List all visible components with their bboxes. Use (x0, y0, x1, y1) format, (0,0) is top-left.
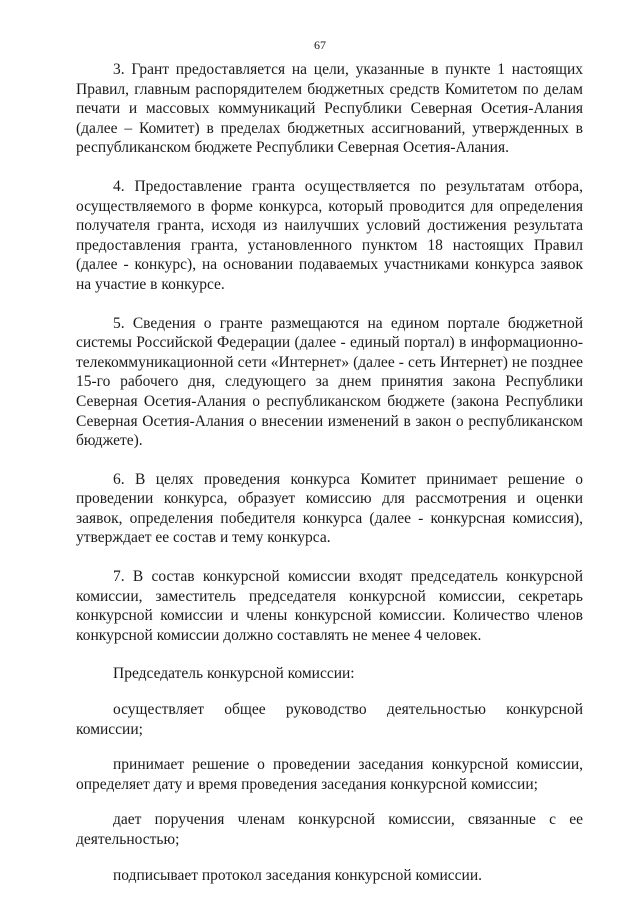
paragraph-chairman-duty-2: принимает решение о проведении заседания конкурсной комиссии, определяет дату и время проведения заседания конкурсной комиссии; (76, 756, 583, 793)
paragraph-5-grant-publication: 5. Сведения о гранте размещаются на едином портале бюджетной системы Российской Федерации (далее - единый портал) в информационно-телекоммуникационной сети «Интернет» (далее - сеть Интернет) не позднее 15-го рабочего дня, следующего за днем принятия закона Республики Северная Осетия-Алания о республиканском бюджете (закона Республики Северная Осетия-Алания о внесении изменений в закон о республиканском бюджете). (76, 314, 583, 450)
paragraph-chairman-duty-1: осуществляет общее руководство деятельностью конкурсной комиссии; (76, 701, 583, 738)
paragraph-chairman-duty-3: дает поручения членам конкурсной комиссии, связанные с ее деятельностью; (76, 811, 583, 848)
paragraph-chairman-heading: Председатель конкурсной комиссии: (113, 665, 355, 683)
paragraph-3-grant-purpose: 3. Грант предоставляется на цели, указанные в пункте 1 настоящих Правил, главным распорядителем бюджетных средств Комитетом по делам печати и массовых коммуникаций Республики Северная Осетия-Алания (далее – Комитет) в пределах бюджетных ассигнований, утвержденных в республиканском бюджете Республики Северная Осетия-Алания. (76, 61, 583, 157)
paragraph-4-grant-selection: 4. Предоставление гранта осуществляется по результатам отбора, осуществляемого в форме конкурса, который проводится для определения получателя гранта, исходя из наилучших условий достижения результата предоставления гранта, установленного пунктом 18 настоящих Правил (далее - конкурс), на основании подаваемых участниками конкурса заявок на участие в конкурсе. (76, 177, 583, 293)
paragraph-6-competition-commission: 6. В целях проведения конкурса Комитет принимает решение о проведении конкурса, образует комиссию для рассмотрения и оценки заявок, определения победителя конкурса (далее - конкурсная комиссия), утверждает ее состав и тему конкурса. (76, 470, 583, 547)
paragraph-7-commission-composition: 7. В состав конкурсной комиссии входят председатель конкурсной комиссии, заместитель председателя конкурсной комиссии, секретарь конкурсной комиссии и члены конкурсной комиссии. Количество членов конкурсной комиссии должно составлять не менее 4 человек. (76, 568, 583, 644)
paragraph-chairman-duty-4: подписывает протокол заседания конкурсной комиссии. (113, 866, 483, 884)
page-number: 67 (314, 38, 326, 52)
document-body (76, 60, 583, 885)
